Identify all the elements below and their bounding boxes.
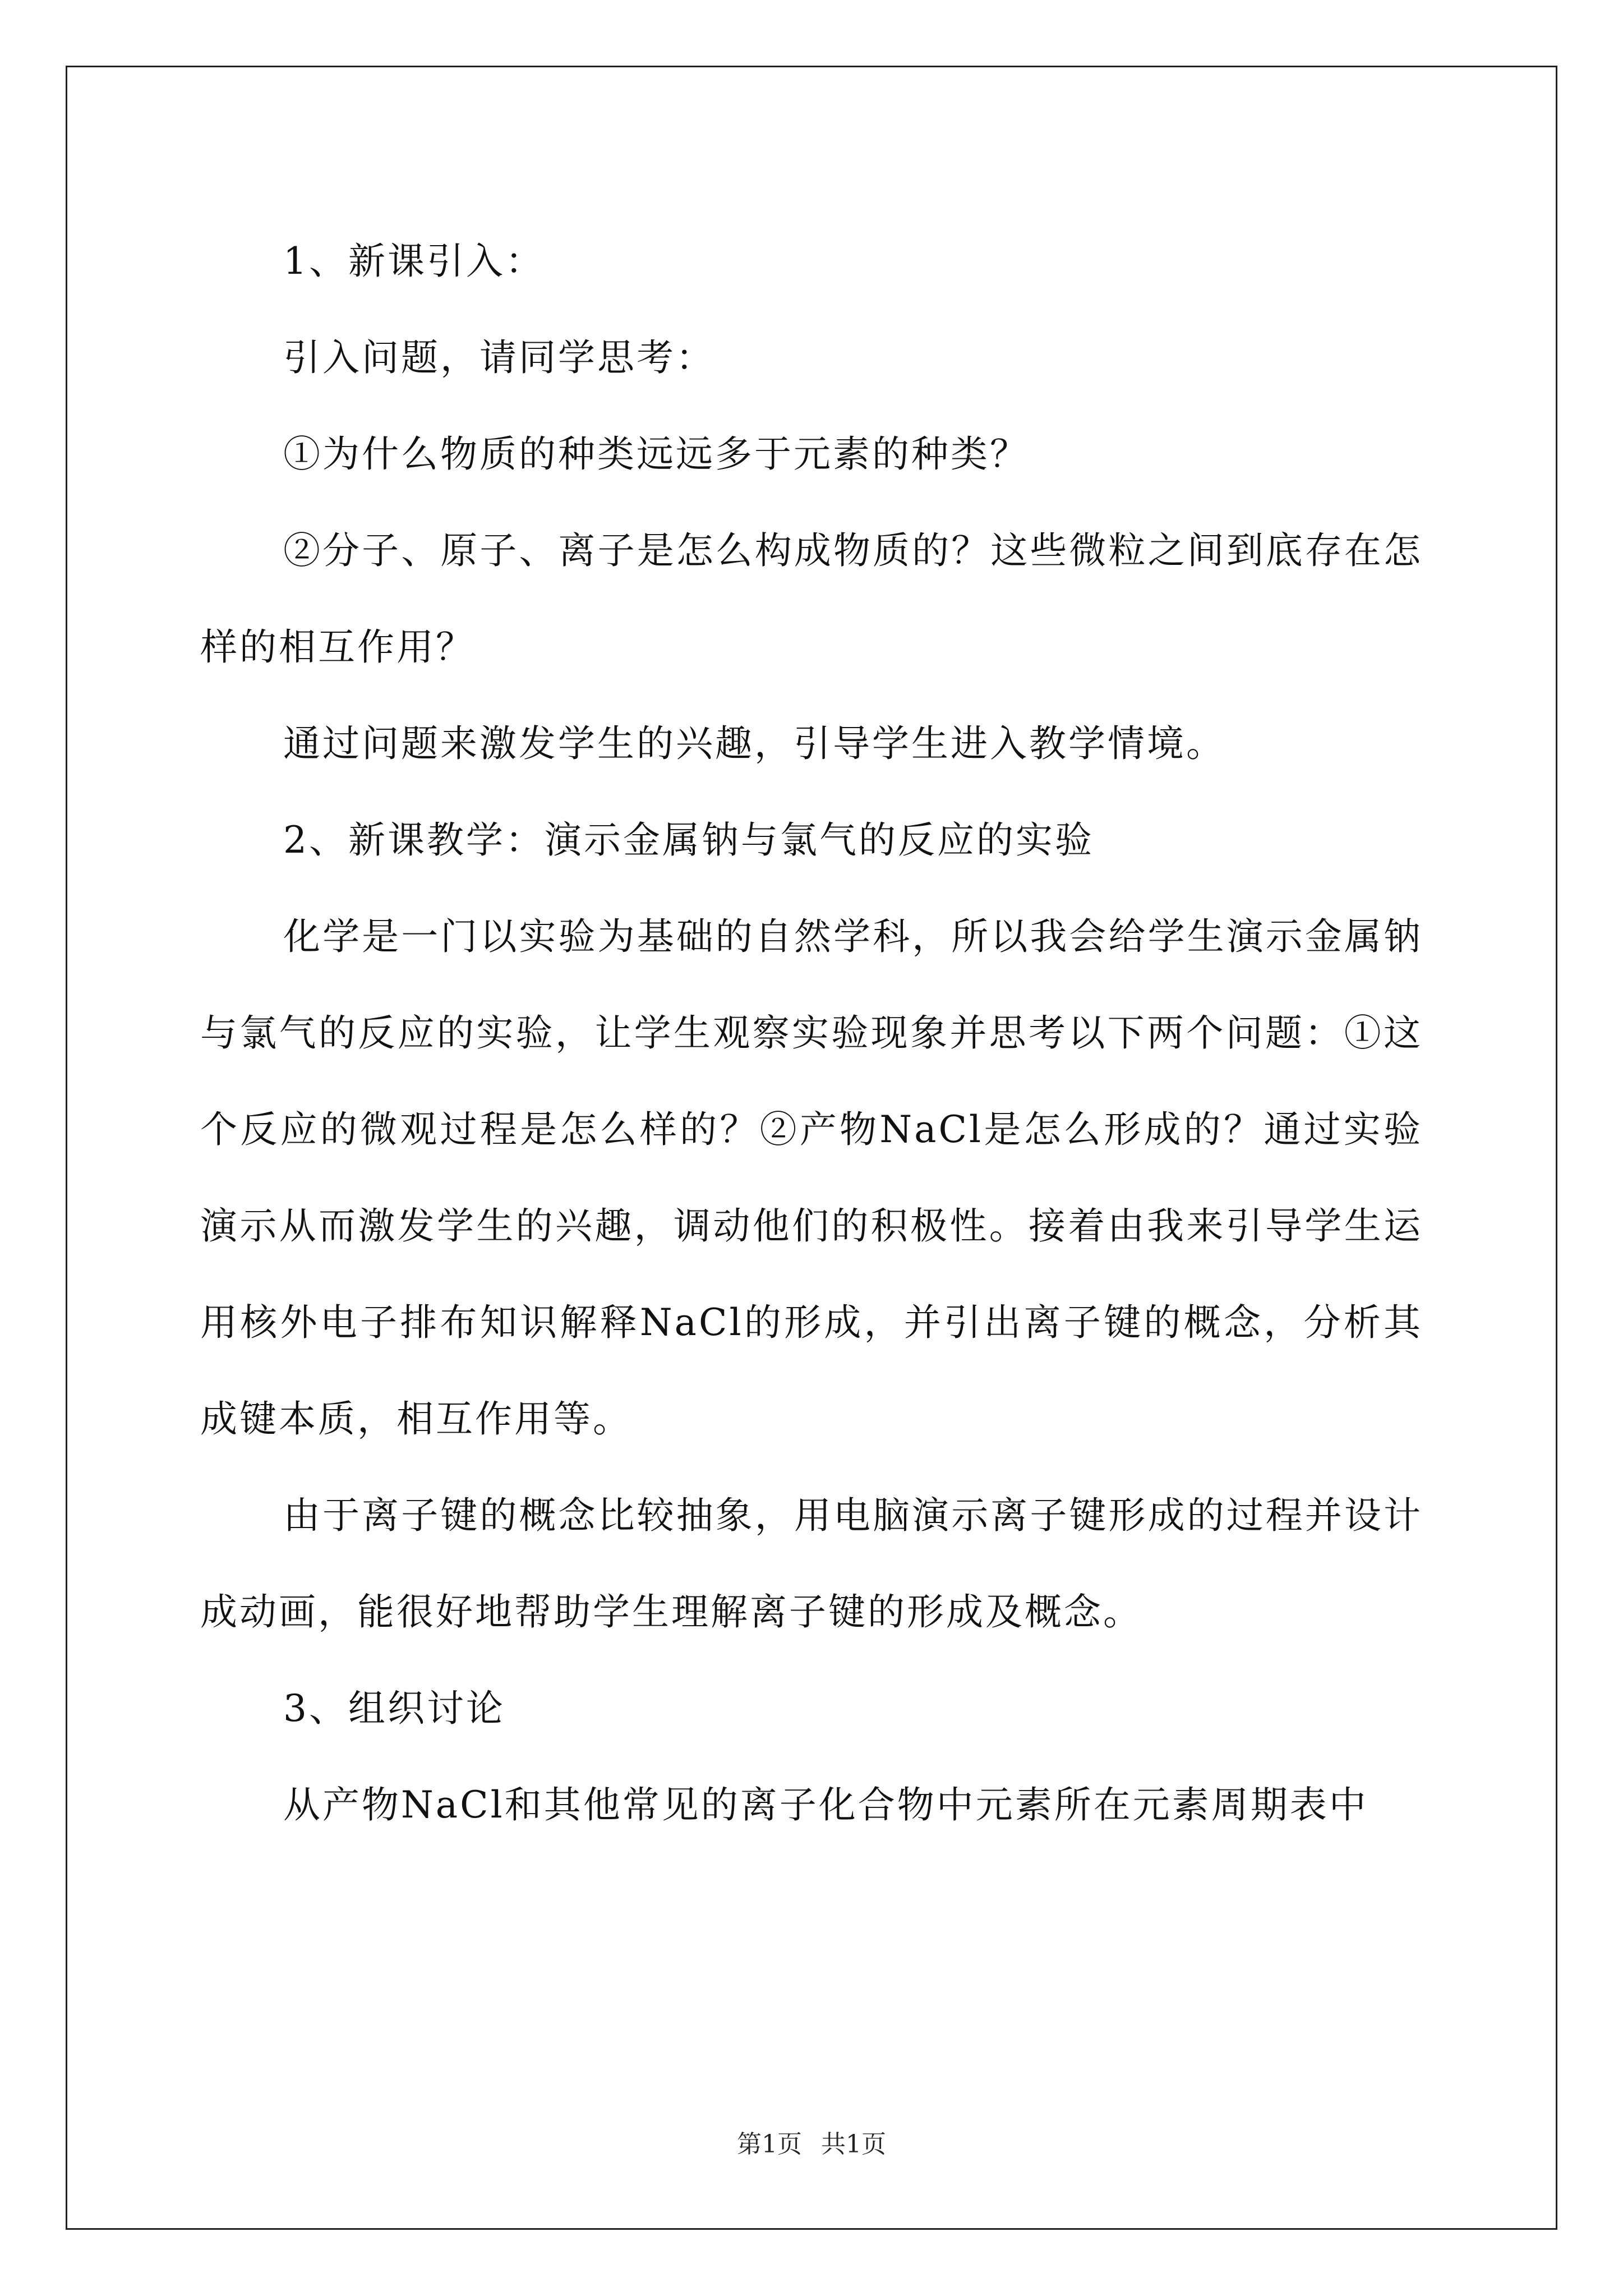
paragraph-discussion: 从产物NaCl和其他常见的离子化合物中元素所在元素周期表中	[283, 1783, 1368, 1826]
paragraph-question-2: ②分子、原子、离子是怎么构成物质的？这些微粒之间到底存在怎样的相互作用？	[200, 529, 1423, 669]
page-total: 共1页	[821, 2130, 886, 2159]
paragraph-question-1: ①为什么物质的种类远远多于元素的种类？	[283, 432, 1029, 476]
paragraph-motivation: 通过问题来激发学生的兴趣，引导学生进入教学情境。	[283, 722, 1225, 765]
paragraph-section-1-heading: 1、新课引入：	[283, 240, 545, 283]
paragraph-experiment: 化学是一门以实验为基础的自然学科，所以我会给学生演示金属钠与氯气的反应的实验，让学生观察实验现象并思考以下两个问题：①这个反应的微观过程是怎么样的？②产物NaCl是怎么形成的？通过实验演示从而激发学生的兴趣，调动他们的积极性。接着由我来引导学生运用核外电子排布知识解释NaCl的形成，并引出离子键的概念，分析其成键本质，相互作用等。	[200, 915, 1423, 1441]
paragraph-intro-question: 引入问题，请同学思考：	[283, 336, 715, 379]
page-number: 第1页	[737, 2130, 802, 2159]
page-footer	[0, 2124, 1623, 2160]
paragraph-section-2-heading: 2、新课教学：演示金属钠与氯气的反应的实验	[283, 818, 1094, 862]
document-body	[200, 213, 1423, 1853]
paragraph-animation: 由于离子键的概念比较抽象，用电脑演示离子键形成的过程并设计成动画，能很好地帮助学生理解离子键的形成及概念。	[200, 1494, 1423, 1634]
paragraph-section-3-heading: 3、组织讨论	[283, 1687, 505, 1730]
